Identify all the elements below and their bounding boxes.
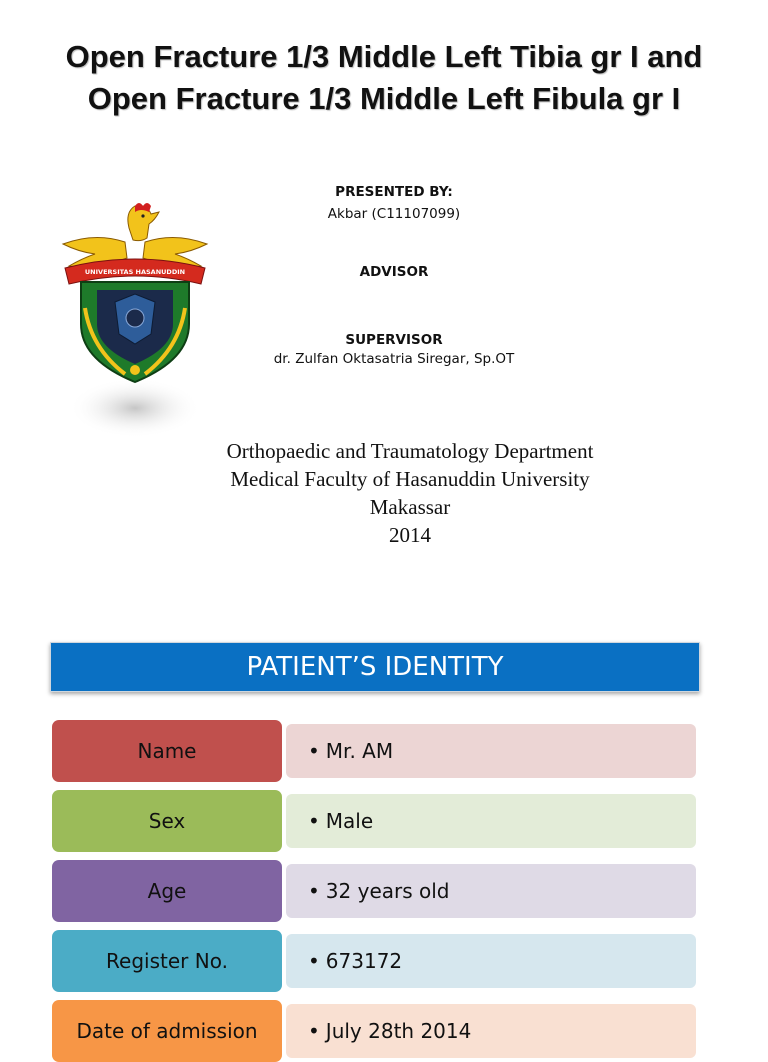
identity-value-text: Male [325, 809, 374, 833]
bullet-glyph: • [308, 739, 320, 763]
slide-title [0, 36, 768, 120]
title-line-1: Open Fracture 1/3 Middle Left Tibia gr I and [65, 39, 703, 74]
year-line: 2014 [389, 523, 431, 547]
university-logo [55, 198, 215, 438]
identity-value [286, 724, 696, 778]
bullet-glyph: • [308, 1019, 320, 1043]
department-block [160, 437, 660, 549]
bullet-glyph: • [308, 949, 320, 973]
identity-value-text: 32 years old [325, 879, 450, 903]
identity-key: Name [52, 720, 282, 782]
patient-identity-header: PATIENT’S IDENTITY [50, 642, 700, 692]
identity-key: Sex [52, 790, 282, 852]
identity-value [286, 794, 696, 848]
identity-row [52, 860, 698, 922]
identity-value [286, 864, 696, 918]
supervisor-label: SUPERVISOR [345, 332, 443, 348]
bullet-glyph: • [308, 809, 320, 833]
identity-key: Register No. [52, 930, 282, 992]
department-line: Orthopaedic and Traumatology Department [226, 439, 594, 463]
identity-row [52, 790, 698, 852]
identity-value [286, 934, 696, 988]
identity-key: Age [52, 860, 282, 922]
title-line-2: Open Fracture 1/3 Middle Left Fibula gr I [87, 81, 681, 116]
identity-row [52, 720, 698, 782]
faculty-line: Medical Faculty of Hasanuddin University [230, 467, 590, 491]
identity-value-text: July 28th 2014 [325, 1019, 472, 1043]
presenter-name: Akbar (C11107099) [327, 206, 461, 222]
patient-identity-slide [0, 620, 768, 1043]
identity-value-text: Mr. AM [325, 739, 394, 763]
advisor-label: ADVISOR [359, 264, 429, 280]
city-line: Makassar [369, 495, 451, 519]
identity-row [52, 1000, 698, 1062]
identity-value-text: 673172 [325, 949, 403, 973]
presented-by-label: PRESENTED BY: [335, 184, 453, 200]
identity-row [52, 930, 698, 992]
bullet-glyph: • [308, 879, 320, 903]
logo-banner-text: UNIVERSITAS HASANUDDIN [84, 268, 186, 276]
supervisor-name: dr. Zulfan Oktasatria Siregar, Sp.OT [273, 351, 515, 367]
identity-value [286, 1004, 696, 1058]
identity-key: Date of admission [52, 1000, 282, 1062]
